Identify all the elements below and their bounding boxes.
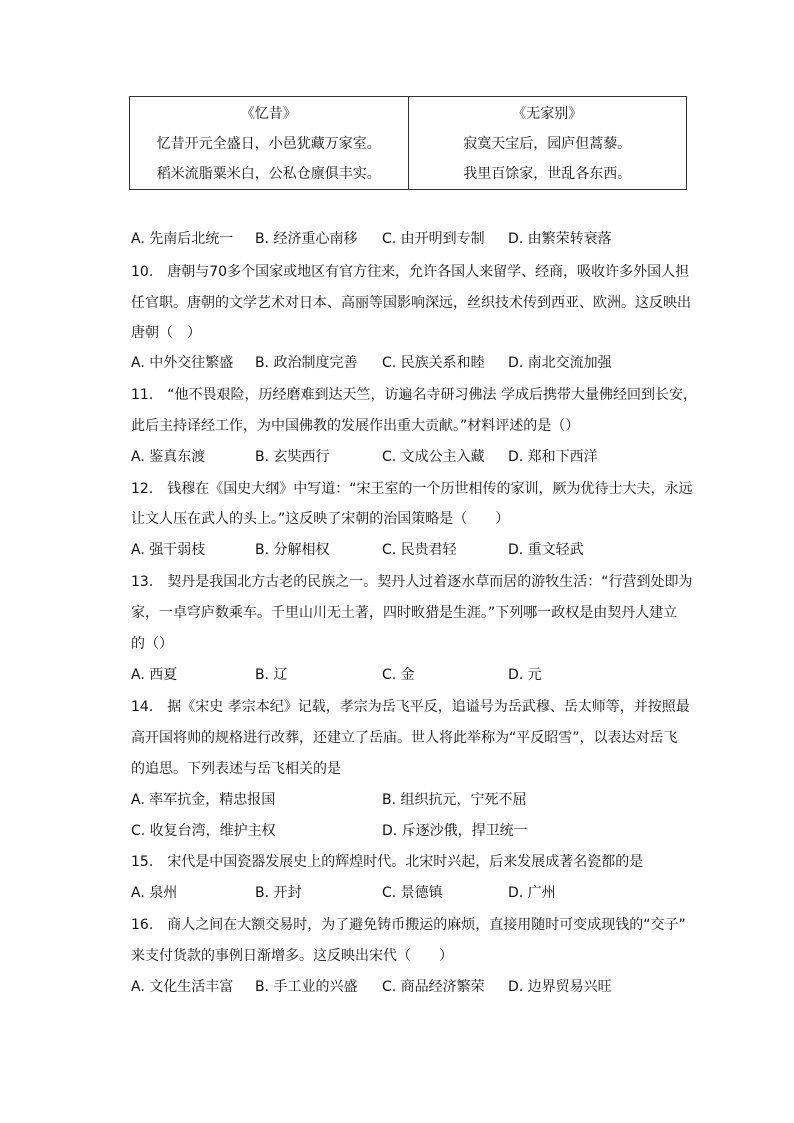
q14-stem-line: 14. 据《宋史 孝宗本纪》记载，孝宗为岳飞平反，追谥号为岳武穆、岳太师等，并按照最 <box>131 699 690 715</box>
q15-option-d[interactable]: D. 广州 <box>508 885 556 901</box>
q13-option-d[interactable]: D. 元 <box>508 667 542 683</box>
q10-stem-line: 唐朝（ ） <box>131 325 201 341</box>
poem-title: 《无家别》 <box>512 106 583 122</box>
q10-option-c[interactable]: C. 民族关系和睦 <box>382 355 485 371</box>
poem-table <box>129 96 687 190</box>
q10-option-d[interactable]: D. 南北交流加强 <box>508 355 612 371</box>
q14-option-c[interactable]: C. 收复台湾，维护主权 <box>131 823 276 839</box>
q12-option-b[interactable]: B. 分解相权 <box>255 542 330 558</box>
q12-option-d[interactable]: D. 重文轻武 <box>508 542 584 558</box>
q10-option-a[interactable]: A. 中外交往繁盛 <box>131 355 234 371</box>
poem-line: 寂寞天宝后，园庐但蒿藜。 <box>463 136 632 152</box>
q13-option-c[interactable]: C. 金 <box>382 667 415 683</box>
q10-stem-line: 任官职。唐朝的文学艺术对日本、高丽等国影响深远，丝织技术传到西亚、欧洲。这反映出 <box>131 295 691 311</box>
q15-option-a[interactable]: A. 泉州 <box>131 885 178 901</box>
q12-stem-line: 12. 钱穆在《国史大纲》中写道：“宋王室的一个历世相传的家训，厥为优待士大夫，永远 <box>131 481 693 497</box>
q16-option-c[interactable]: C. 商品经济繁荣 <box>382 979 485 995</box>
q16-stem-line: 来支付货款的事例日渐增多。这反映出宋代（ ） <box>131 948 453 964</box>
poem-title: 《忆昔》 <box>240 106 297 122</box>
q11-option-d[interactable]: D. 郑和下西洋 <box>508 449 598 465</box>
q10-stem-line: 10. 唐朝与70多个国家或地区有官方往来，允许各国人来留学、经商，吸收许多外国人担 <box>131 264 690 280</box>
poem-yixi <box>130 97 408 189</box>
q12-stem-line: 让文人压在武人的头上。”这反映了宋朝的治国策略是（ ） <box>131 511 510 527</box>
poem-line: 稻米流脂粟米白，公私仓廪俱丰实。 <box>156 166 381 182</box>
q11-option-a[interactable]: A. 鉴真东渡 <box>131 449 206 465</box>
q10-option-b[interactable]: B. 政治制度完善 <box>255 355 358 371</box>
q14-option-b[interactable]: B. 组织抗元，宁死不屈 <box>382 792 527 808</box>
poem-line: 我里百馀家，世乱各东西。 <box>463 166 632 182</box>
q16-option-d[interactable]: D. 边界贸易兴旺 <box>508 979 612 995</box>
q14-option-a[interactable]: A. 率军抗金，精忠报国 <box>131 792 276 808</box>
q16-stem-line: 16. 商人之间在大额交易时，为了避免铸币搬运的麻烦，直接用随时可变成现钱的“交子” <box>131 917 686 933</box>
q16-option-a[interactable]: A. 文化生活丰富 <box>131 979 234 995</box>
q9-option-b[interactable]: B. 经济重心南移 <box>255 231 358 247</box>
q11-option-b[interactable]: B. 玄奘西行 <box>255 449 330 465</box>
q9-option-a[interactable]: A. 先南后北统一 <box>131 231 234 247</box>
q11-stem-line: 此后主持译经工作，为中国佛教的发展作出重大贡献。”材料评述的是（） <box>131 418 580 434</box>
q14-option-d[interactable]: D. 斥逐沙俄，捍卫统一 <box>382 823 528 839</box>
q15-option-c[interactable]: C. 景德镇 <box>382 885 443 901</box>
poem-line: 忆昔开元全盛日，小邑犹藏万家室。 <box>156 136 381 152</box>
q14-stem-line: 高开国将帅的规格进行改葬，还建立了岳庙。世人将此举称为“平反昭雪”，以表达对岳飞 <box>131 730 678 746</box>
q13-stem-line: 13. 契丹是我国北方古老的民族之一。契丹人过着逐水草而居的游牧生活：“行营到处即为 <box>131 574 693 590</box>
q14-stem-line: 的追思。下列表述与岳飞相关的是 <box>131 761 341 777</box>
q12-option-a[interactable]: A. 强干弱枝 <box>131 542 206 558</box>
q13-stem-line: 的（） <box>131 636 173 652</box>
q11-stem-line: 11. “他不畏艰险，历经磨难到达天竺，访遍名寺研习佛法 学成后携带大量佛经回到长安， <box>131 387 697 403</box>
q9-option-c[interactable]: C. 由开明到专制 <box>382 231 485 247</box>
q12-option-c[interactable]: C. 民贵君轻 <box>382 542 457 558</box>
q13-option-b[interactable]: B. 辽 <box>255 667 288 683</box>
q15-option-b[interactable]: B. 开封 <box>255 885 302 901</box>
q9-option-d[interactable]: D. 由繁荣转衰落 <box>508 231 612 247</box>
q16-option-b[interactable]: B. 手工业的兴盛 <box>255 979 358 995</box>
poem-wujiabie <box>408 97 687 189</box>
q15-stem-line: 15. 宋代是中国瓷器发展史上的辉煌时代。北宋时兴起，后来发展成著名瓷都的是 <box>131 854 644 870</box>
q13-stem-line: 家，一卓穹庐数乘车。千里山川无土著，四时畋猎是生涯。”下列哪一政权是由契丹人建立 <box>131 605 678 621</box>
q13-option-a[interactable]: A. 西夏 <box>131 667 178 683</box>
q11-option-c[interactable]: C. 文成公主入藏 <box>382 449 485 465</box>
